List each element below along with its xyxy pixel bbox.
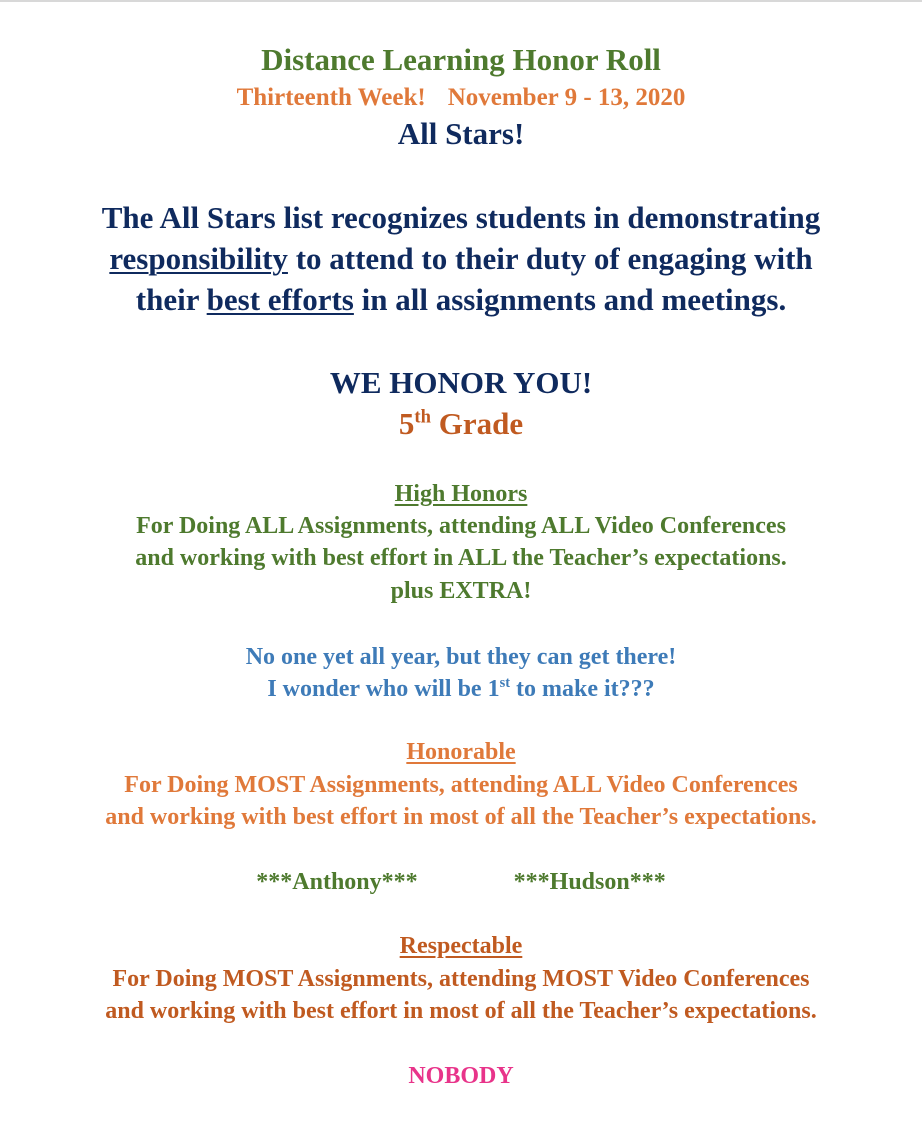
respectable-section xyxy=(0,933,922,960)
respectable-heading: Respectable xyxy=(399,933,523,959)
respectable-criteria-1: For Doing MOST Assignments, attending MOST Video Conferences xyxy=(112,966,810,992)
document-title: Distance Learning Honor Roll xyxy=(261,42,661,77)
honorable-names xyxy=(0,869,922,896)
intro-line-3 xyxy=(0,282,922,318)
honorable-heading: Honorable xyxy=(406,739,516,765)
high-honors-heading: High Honors xyxy=(394,481,528,507)
high-honors-criteria-1: For Doing ALL Assignments, attending ALL Video Conferences xyxy=(136,513,786,539)
honorable-section xyxy=(0,739,922,766)
intro-line-2-rest: to attend to their duty of engaging with xyxy=(287,241,813,276)
note-ordinal: st xyxy=(499,675,510,691)
page-top-border xyxy=(0,0,922,2)
best-efforts-emphasis: best efforts xyxy=(206,282,354,317)
respectable-result: NOBODY xyxy=(408,1063,514,1089)
note-line-2-end: to make it??? xyxy=(510,676,655,702)
note-line-2-start: I wonder who will be 1 xyxy=(267,676,500,702)
we-honor-you-heading: WE HONOR YOU! xyxy=(329,365,593,400)
intro-line-1: The All Stars list recognizes students in demonstrating xyxy=(101,200,821,235)
intro-line-3-start: their xyxy=(135,282,207,317)
student-name: ***Hudson*** xyxy=(513,869,666,895)
honorable-criteria-1: For Doing MOST Assignments, attending ALL Video Conferences xyxy=(124,772,798,798)
high-honors-criteria-2: and working with best effort in ALL the Teacher’s expectations. xyxy=(135,545,787,571)
week-dates: November 9 - 13, 2020 xyxy=(447,84,686,111)
note-line-2 xyxy=(0,676,922,703)
grade-number: 5 xyxy=(398,406,415,441)
note-line-1: No one yet all year, but they can get there! xyxy=(245,644,677,670)
grade-heading xyxy=(0,406,922,442)
high-honors-criteria-3: plus EXTRA! xyxy=(390,578,532,604)
responsibility-emphasis: responsibility xyxy=(109,241,288,276)
intro-line-2 xyxy=(0,241,922,277)
intro-line-3-end: in all assignments and meetings. xyxy=(353,282,787,317)
grade-ordinal: th xyxy=(414,406,431,428)
grade-word: Grade xyxy=(430,406,524,441)
week-label: Thirteenth Week! xyxy=(236,84,426,111)
respectable-criteria-2: and working with best effort in most of all the Teacher’s expectations. xyxy=(105,998,817,1024)
high-honors-section xyxy=(0,481,922,508)
student-name: ***Anthony*** xyxy=(256,869,418,895)
week-line xyxy=(0,84,922,112)
honorable-criteria-2: and working with best effort in most of all the Teacher’s expectations. xyxy=(105,804,817,830)
all-stars-heading: All Stars! xyxy=(397,116,525,151)
